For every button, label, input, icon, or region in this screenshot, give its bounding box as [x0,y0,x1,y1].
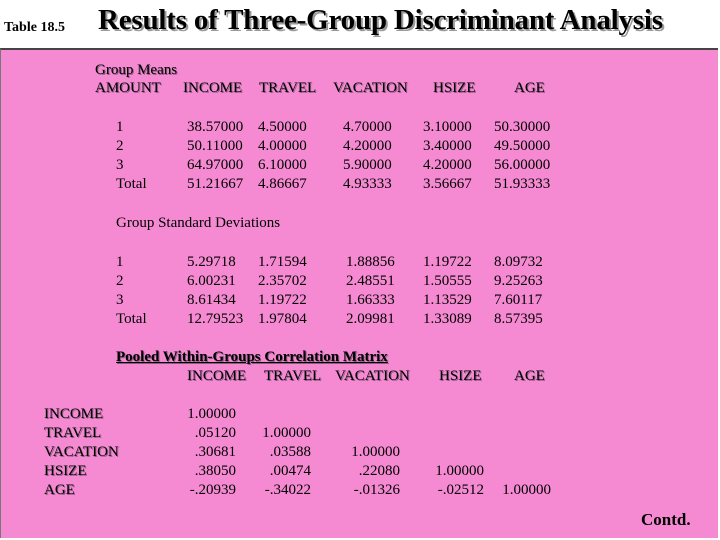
table-cell: .05120 [194,425,236,441]
sd-travel-column [258,253,307,329]
table-cell: 8.09732 [494,254,543,270]
table-cell: TRAVEL [44,425,102,441]
means-travel-column [258,118,307,194]
means-header-travel: TRAVEL [259,80,317,96]
table-cell: 3.40000 [423,138,472,154]
table-cell: 8.61434 [187,292,236,308]
table-cell: 51.93333 [494,176,551,192]
page-title: Results of Three-Group Discriminant Analysis [98,4,663,36]
group-means-title: Group Means [95,62,178,78]
table-cell: 3.10000 [423,119,472,135]
table-cell: 4.20000 [423,157,472,173]
correlation-matrix-title: Pooled Within-Groups Correlation Matrix [116,349,388,365]
sd-income-column [187,253,243,329]
table-cell: 6.10000 [258,157,307,173]
table-cell: 2 [116,273,124,289]
table-cell: 3 [116,292,124,308]
table-cell: 1 [116,254,124,270]
corr-income-column [176,405,236,500]
means-header-age: AGE [514,80,545,96]
table-cell: 2.48551 [346,273,395,289]
table-cell: 1.71594 [258,254,307,270]
corr-row-labels [44,405,119,500]
table-cell: 1.33089 [423,311,472,327]
table-cell: AGE [44,482,75,498]
corr-header-hsize: HSIZE [439,368,482,384]
continued-label: Contd. [641,510,691,529]
table-cell: -.20939 [189,482,236,498]
table-cell: 4.93333 [343,176,392,192]
means-group-labels [116,118,147,194]
sd-age-column [494,253,543,329]
table-cell: 51.21667 [187,176,244,192]
table-cell: .38050 [194,463,236,479]
corr-header-travel: TRAVEL [264,368,322,384]
sd-hsize-column [423,253,472,329]
corr-hsize-column [424,462,484,500]
table-cell: 6.00231 [187,273,236,289]
table-cell: -.34022 [264,482,311,498]
table-cell: 1.66333 [346,292,395,308]
table-cell: .00474 [269,463,311,479]
table-cell: -.02512 [437,482,484,498]
corr-header-age: AGE [514,368,545,384]
table-cell: Total [116,176,147,192]
corr-vacation-column [340,443,400,500]
table-cell: 4.50000 [258,119,307,135]
means-hsize-column [423,118,472,194]
table-cell: 50.30000 [494,119,551,135]
table-cell: 8.57395 [494,311,543,327]
corr-age-column [491,481,551,500]
table-cell: 3.56667 [423,176,472,192]
table-cell: 1.97804 [258,311,307,327]
table-cell: 49.50000 [494,138,551,154]
table-cell: .30681 [194,444,236,460]
table-cell: 7.60117 [494,292,543,308]
table-cell: HSIZE [44,463,87,479]
table-cell: 2.35702 [258,273,307,289]
means-age-column [494,118,550,194]
table-cell: INCOME [44,406,104,422]
means-header-income: INCOME [183,80,243,96]
table-cell: .22080 [358,463,400,479]
means-header-vacation: VACATION [333,80,408,96]
table-cell: 50.11000 [187,138,243,154]
means-header-hsize: HSIZE [433,80,476,96]
sd-vacation-column [346,253,395,329]
table-cell: 64.97000 [187,157,244,173]
table-cell: 1.00000 [187,406,236,422]
table-cell: 4.70000 [343,119,392,135]
table-cell: 1.00000 [351,444,400,460]
table-label: Table 18.5 [4,20,65,35]
corr-header-vacation: VACATION [335,368,410,384]
table-cell: 5.29718 [187,254,236,270]
table-cell: 1.00000 [262,425,311,441]
table-cell: 4.00000 [258,138,307,154]
table-cell: 1.19722 [258,292,307,308]
table-cell: 1.00000 [435,463,484,479]
table-cell: .03588 [269,444,311,460]
means-header-amount: AMOUNT [95,80,161,96]
table-cell: 12.79523 [187,311,244,327]
means-vacation-column [343,118,392,194]
corr-travel-column [252,424,311,500]
table-cell: 38.57000 [187,119,244,135]
group-sd-title: Group Standard Deviations [116,215,281,231]
table-cell: 3 [116,157,124,173]
table-cell: 2 [116,138,124,154]
table-cell: 4.86667 [258,176,307,192]
table-cell: 1 [116,119,124,135]
table-cell: 1.88856 [346,254,395,270]
table-cell: 1.13529 [423,292,472,308]
table-cell: 5.90000 [343,157,392,173]
sd-group-labels [116,253,147,329]
table-cell: 56.00000 [494,157,551,173]
table-cell: 1.50555 [423,273,472,289]
table-cell: 1.19722 [423,254,472,270]
table-cell: 4.20000 [343,138,392,154]
table-cell: 1.00000 [502,482,551,498]
table-cell: -.01326 [353,482,400,498]
table-cell: 2.09981 [346,311,395,327]
table-cell: 9.25263 [494,273,543,289]
corr-header-income: INCOME [187,368,247,384]
table-cell: VACATION [44,444,119,460]
means-income-column [187,118,243,194]
table-cell: Total [116,311,147,327]
